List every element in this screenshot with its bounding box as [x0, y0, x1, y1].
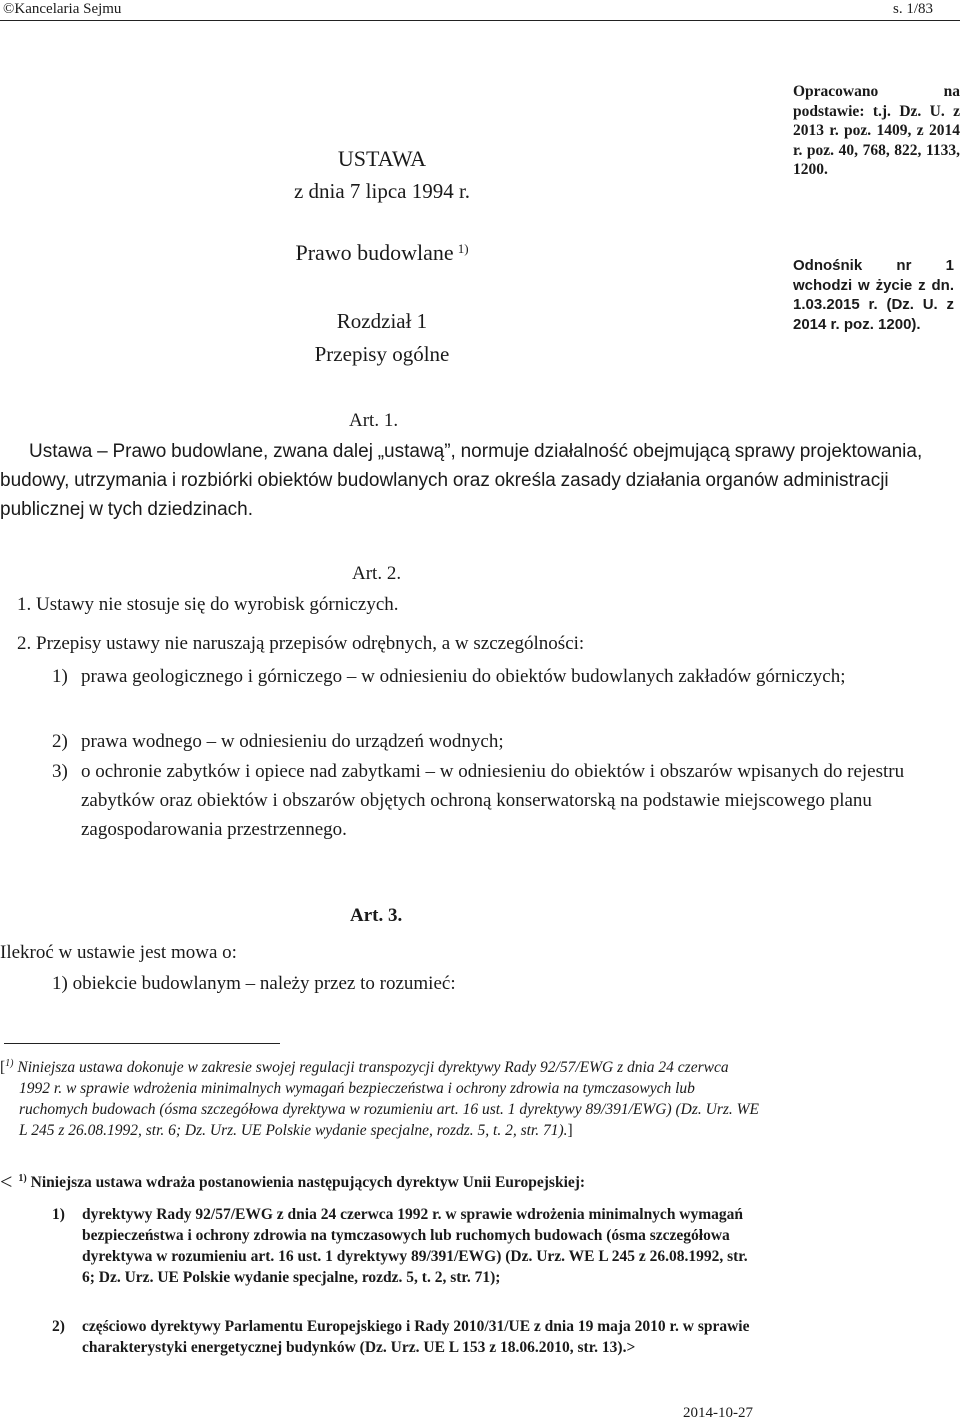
article-2-paragraph-1: 1. Ustawy nie stosuje się do wyrobisk górniczych.	[17, 594, 399, 615]
footnote-item-text: częściowo dyrektywy Parlamentu Europejskiego i Rady 2010/31/UE z dnia 19 maja 2010 r. w sprawie charakterystyki energetycznej budynków (Dz. Urz. UE L 153 z 18.06.2010, str. 13).>	[82, 1318, 750, 1356]
list-item	[52, 662, 934, 691]
document-date: 2014-10-27	[683, 1405, 753, 1421]
footnote-effective-note: Odnośnik nr 1 wchodzi w życie z dn. 1.03.2015 r. (Dz. U. z 2014 r. poz. 1200).	[793, 257, 954, 333]
footnote-item-number: 1)	[52, 1206, 65, 1223]
act-title	[200, 240, 564, 266]
list-item	[52, 727, 934, 756]
article-3-item-1: 1) obiekcie budowlanym – należy przez to rozumieć:	[52, 973, 456, 994]
article-2-paragraph-2: 2. Przepisy ustawy nie naruszają przepisów odrębnych, a w szczególności:	[17, 633, 585, 654]
footnote-ref: 1)	[457, 241, 469, 256]
act-type: USTAWA	[337, 146, 427, 171]
chapter-number: Rozdział 1	[336, 309, 428, 333]
list-item-number: 3)	[52, 761, 68, 782]
list-item-text: prawa geologicznego i górniczego – w odniesieniu do obiektów budowlanych zakładów górniczych;	[81, 666, 846, 687]
source-note: Opracowano na podstawie: t.j. Dz. U. z 2013 r. poz. 1409, z 2014 r. poz. 40, 768, 822, 1133, 1200.	[793, 83, 960, 178]
article-2-heading: Art. 2.	[352, 563, 402, 584]
footnote-item-number: 2)	[52, 1318, 65, 1335]
list-item	[52, 757, 934, 844]
publisher-label: ©Kancelaria Sejmu	[3, 1, 122, 17]
bracket-close: ]	[567, 1122, 573, 1140]
footnote-text: Niniejsza ustawa wdraża postanowienia następujących dyrektyw Unii Europejskiej:	[30, 1174, 586, 1192]
footnote-mark: 1)	[18, 1173, 27, 1184]
footnote-item-text: dyrektywy Rady 92/57/EWG z dnia 24 czerwca 1992 r. w sprawie wdrożenia minimalnych wymagań bezpieczeństwa i ochrony zdrowia na tymczasowych lub ruchomych budowach (ósma szczegółowa dyrektywa w rozumieniu art. 16 ust. 1 dyrektywy 89/391/EWG) (Dz. Urz. WE L 245 z 26.08.1992, str. 6; Dz. Urz. UE Polskie wydanie specjalne, rozdz. 5, t. 2, str. 71);	[82, 1206, 748, 1286]
article-3-intro: Ilekroć w ustawie jest mowa o:	[0, 942, 237, 963]
footnote-divider	[4, 1043, 280, 1044]
act-title-text: Prawo budowlane	[295, 240, 454, 265]
header-divider	[0, 20, 960, 21]
footnote-list-item	[52, 1204, 760, 1288]
act-date: z dnia 7 lipca 1994 r.	[293, 179, 471, 203]
footnote-list-item	[52, 1316, 760, 1358]
article-3-heading: Art. 3.	[350, 905, 403, 926]
footnote-text: Niniejsza ustawa dokonuje w zakresie swojej regulacji transpozycji dyrektywy Rady 92/57/EWG z dnia 24 czerwca 1992 r. w sprawie wdrożenia minimalnych wymagań bezpieczeństwa i ochrony zdrowia na tymczasowych lub ruchomych budowach (ósma szczegółowa dyrektywa w rozumieniu art. 16 ust. 1 dyrektywy 89/391/EWG) (Dz. Urz. WE L 245 z 26.08.1992, str. 6; Dz. Urz. UE Polskie wydanie specjalne, rozdz. 5, t. 2, str. 71).	[17, 1059, 760, 1140]
footnote-1-new	[0, 1168, 760, 1193]
footnote-1-repealed	[0, 1053, 760, 1141]
article-1-text: Ustawa – Prawo budowlane, zwana dalej „ustawą”, normuje działalność obejmującą sprawy projektowania, budowy, utrzymania i rozbiórki obiektów budowlanych oraz określa zasady działania organów administracji publicznej w tych dziedzinach.	[0, 441, 923, 520]
bracket-open: [	[0, 1059, 6, 1077]
list-item-number: 1)	[52, 666, 68, 687]
page-number: s. 1/83	[893, 1, 934, 17]
chapter-title: Przepisy ogólne	[314, 342, 450, 366]
article-1-heading: Art. 1.	[349, 410, 399, 431]
list-item-number: 2)	[52, 731, 68, 752]
list-item-text: prawa wodnego – w odniesieniu do urządzeń wodnych;	[81, 731, 504, 752]
footnote-mark: 1)	[5, 1058, 14, 1069]
insert-marker: <	[0, 1169, 13, 1195]
list-item-text: o ochronie zabytków i opiece nad zabytkami – w odniesieniu do obiektów i obszarów wpisanych do rejestru zabytków oraz obiektów i obszarów objętych ochroną konserwatorską na podstawie miejscowego planu zagospodarowania przestrzennego.	[81, 761, 905, 840]
